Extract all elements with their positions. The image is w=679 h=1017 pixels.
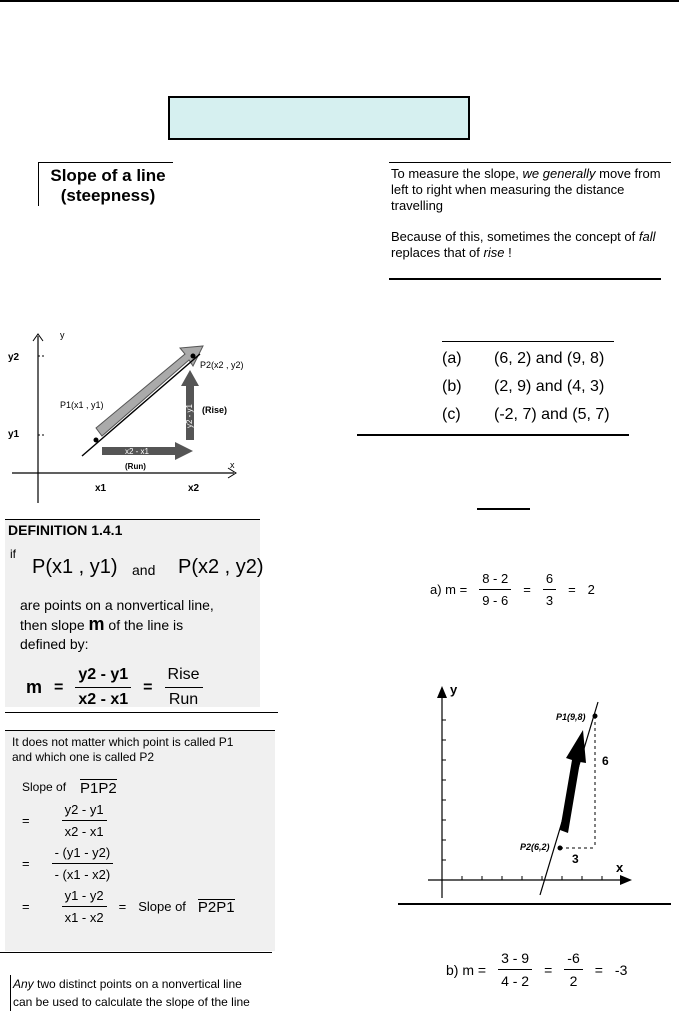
definition-p2: P(x2 , y2) <box>178 556 264 578</box>
slope-diagram <box>0 328 250 508</box>
solution-b: b) m = $\frac{3 - 9}{4 - 2}$ = $\frac{-6}{2}$ = -3 <box>446 950 628 989</box>
rise-value: 6 <box>602 754 609 768</box>
y-axis-label: y <box>450 682 458 697</box>
rise-label: (Rise) <box>202 405 228 415</box>
run-value: 3 <box>572 852 579 866</box>
definition-and: and <box>132 562 156 578</box>
section-heading <box>38 162 173 206</box>
bottom-left-rule <box>0 952 272 953</box>
p1-label: P1(x1 , y1) <box>60 400 104 410</box>
example-row: (a) (6, 2) and (9, 8) <box>442 350 605 367</box>
examples-bottom-rule <box>357 434 629 436</box>
run-label: (Run) <box>125 462 146 471</box>
direction-note <box>389 162 671 276</box>
p2-label: P2(x2 , y2) <box>200 360 244 370</box>
x-axis-label: x <box>230 460 235 470</box>
examples-table <box>442 345 610 429</box>
rise-arrow <box>560 730 586 833</box>
x2-label: x2 <box>188 483 200 494</box>
definition-p1: P(x1 , y1) <box>32 556 118 578</box>
heading-line1: Slope of a line <box>50 166 166 185</box>
graph2-rule <box>398 903 671 905</box>
y2-label: y2 <box>8 352 20 363</box>
order-note: It does not matter which point is called P1 and which one is called P2 Slope of P1P2 = $\frac{y2 - y1}{x2 - x1}$ = $\frac{- (y1 - y2)}{- (x1 - x2)}$ = $\frac{y1 - y2}{x1 - x2}$ = Slope of P2P1 <box>12 735 235 925</box>
any-points-note: Any two distinct points on a nonvertical line can be used to calculate the slope of the line <box>10 975 250 1011</box>
solution-a: a) m = $\frac{8 - 2}{9 - 6}$ = $\frac{6}{3}$ = 2 <box>430 571 595 608</box>
run-expr: x2 - x1 <box>125 447 150 456</box>
note-paragraph-2: Because of this, sometimes the concept of fall replaces that of rise ! <box>391 229 656 260</box>
example-row: (b) (2, 9) and (4, 3) <box>442 378 605 395</box>
middle-rule <box>5 712 278 713</box>
definition-title: DEFINITION 1.4.1 <box>8 522 123 538</box>
examples-top-rule <box>442 341 614 342</box>
title-box <box>168 96 470 140</box>
note-paragraph-1: To measure the slope, we generally move from left to right when measuring the distance travelling <box>391 166 661 213</box>
definition-formula: m = $\frac{y2 - y1}{x2 - x1}$ = Rise Run <box>26 666 215 709</box>
y-axis-label: y <box>60 330 65 340</box>
y1-label: y1 <box>8 429 20 440</box>
example-graph <box>420 680 670 902</box>
rise-expr: y2 - y1 <box>185 403 194 428</box>
heading-line2: (steepness) <box>60 186 156 205</box>
x1-label: x1 <box>95 483 107 494</box>
p2-label: P2(6,2) <box>520 842 550 852</box>
definition-if: if <box>10 547 16 561</box>
solution-heading-line <box>477 508 530 510</box>
x-axis-label: x <box>616 860 624 875</box>
top-rule <box>0 0 679 2</box>
p1-label: P1(9,8) <box>556 712 586 722</box>
note-rule <box>389 278 661 280</box>
definition-text: are points on a nonvertical line, then slope m of the line is defined by: <box>20 597 214 652</box>
example-row: (c) (-2, 7) and (5, 7) <box>442 406 610 423</box>
